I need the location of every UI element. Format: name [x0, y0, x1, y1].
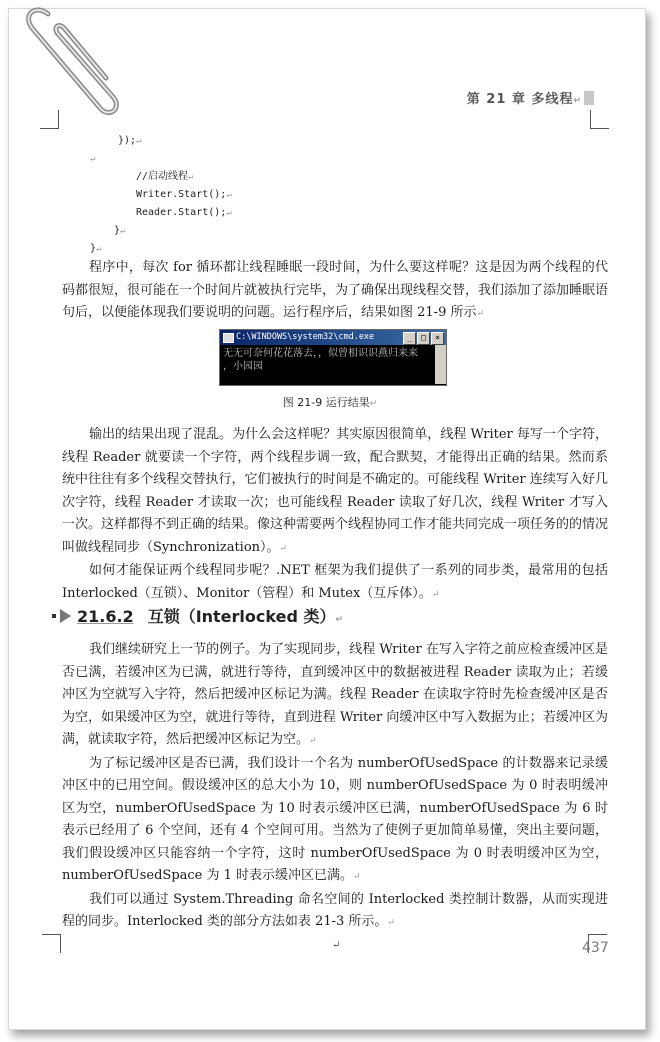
code-line: }: [90, 243, 97, 254]
code-line: //启动线程: [136, 171, 189, 182]
maximize-icon: □: [417, 332, 430, 345]
paragraph-1: 程序中，每次 for 循环都让线程睡眠一段时间，为什么要这样呢？这是因为两个线程的代码都很短，很可能在一个时间片就被执行完毕，为了确保出现线程交替，我们添加了添加睡眠语句后，以便能体现我们要说明的问题。运行程序后，结果如图 21-9 所示↵: [62, 260, 609, 320]
crop-mark-bottom-left: [42, 934, 61, 953]
paragraph-2: 输出的结果出现了混乱。为什么会这样呢？其实原因很简单，线程 Writer 每写一个字符，线程 Reader 就要读一个字符，两个线程步调一致，配合默契，才能得出正确的结果。然而系统中往往有多个线程交替执行，它们被执行的时间是不确定的。可能线程 Writer 连续写入好几次字符，线程 Reader 才读取一次；也可能线程 Reader 读取了好几次，线程 Writer 才写入一次。这样都得不到正确的结果。像这种需要两个线程协同工作才能共同完成一项任务的的情况叫做线程同步（Synchronization）。↵ 如何才能保证两个线程同步呢？.NET 框架为我们提供了一系列的同步类，最常用的包括 Interlocked（互锁）、Monitor（管程）和 Mutex（互斥体）。↵: [62, 427, 609, 601]
code-line: }: [114, 225, 121, 236]
paragraph-3: 如何才能保证两个线程同步呢？.NET 框架为我们提供了一系列的同步类，最常用的包括 Interlocked（互锁）、Monitor（管程）和 Mutex（互斥体）。: [62, 563, 608, 601]
crop-mark-top-right: [590, 110, 609, 129]
minimize-icon: _: [403, 332, 416, 345]
cmd-window: [219, 329, 447, 386]
header-block: [584, 91, 594, 105]
section-heading: 21.6.2 互锁（Interlocked 类）↵: [52, 604, 343, 627]
page-number: 437: [582, 940, 609, 956]
paragraph-5: 为了标记缓冲区是否已满，我们设计一个名为 numberOfUsedSpace 的计数器来记录缓冲区中的已用空间。假设缓冲区的总大小为 10，则 numberOfUsedSpace 为 0 时表明缓冲区为空，numberOfUsedSpace 为 10 时表示缓冲区已满，numberOfUsedSpace 为 6 时表示已经用了 6 个空间，还有 4 个空间可用。当然为了使例子更加简单易懂，突出主要问题，我们假设缓冲区只能容纳一个字符，这时 numberOfUsedSpace 为 0 时表明缓冲区为空，numberOfUsedSpace 为 1 时表示缓冲区已满。: [62, 755, 608, 883]
code-block: });↵ ↵ //启动线程↵ Writer.Start();↵ Reader.Start();↵ }↵ }↵: [90, 135, 232, 254]
section-title: 互锁（Interlocked 类）: [147, 607, 336, 626]
code-line: });: [118, 135, 137, 146]
cmd-output-line: ，小园园: [223, 361, 263, 372]
paragraph-4: 我们继续研究上一节的例子。为了实现同步，线程 Writer 在写入字符之前应检查缓冲区是否已满，若缓冲区为已满，就进行等待，直到缓冲区中的数据被进程 Reader 读取为止；若缓冲区为空就写入字符，然后把缓冲区标记为满。线程 Reader 在读取字符时先检查缓冲区是否为空，如果缓冲区为空，就进行等待，直到进程 Writer 向缓冲区中写入数据为止；若缓冲区为满，就读取字符，然后把缓冲区标记为空。↵ 为了标记缓冲区是否已满，我们设计一个名为 numberOfUsedSpace 的计数器来记录缓冲区中的已用空间。假设缓冲区的总大小为 10，则 numberOfUsedSpace 为 0 时表明缓冲区为空，numberOfUsedSpace 为 10 时表示缓冲区已满，numberOfUsedSpace 为 6 时表示已经用了 6 个空间，还有 4 个空间可用。当然为了使例子更加简单易懂，突出主要问题，我们假设缓冲区只能容纳一个字符，这时 numberOfUsedSpace 为 0 时表明缓冲区为空，numberOfUsedSpace 为 1 时表示缓冲区已满。↵ 我们可以通过 System.Threading 命名空间的 Interlocked 类控制计数器，从而实现进程的同步。Interlocked 类的部分方法如表 21-3 所示。↵: [62, 642, 608, 929]
crop-mark-top-left: [40, 110, 59, 129]
cmd-output: [220, 345, 446, 375]
figure-caption: 图 21-9 运行结果↵: [282, 396, 378, 409]
code-line: Writer.Start();: [136, 189, 227, 200]
chapter-title: 第 21 章 多线程: [466, 92, 574, 107]
cmd-titlebar: [220, 330, 446, 345]
cmd-output-line: 无无可奈何花花落去，，似曾相识识燕归来来: [223, 348, 418, 359]
return-mark-icon: ↵: [332, 940, 341, 951]
paragraph-6: 我们可以通过 System.Threading 命名空间的 Interlocked 类控制计数器，从而实现进程的同步。Interlocked 类的部分方法如表 21-3 所示。: [62, 891, 608, 929]
paperclip-icon: [18, 0, 128, 120]
cmd-title: C:\WINDOWS\system32\cmd.exe: [236, 332, 375, 342]
bullet-square-icon: [52, 614, 56, 618]
cmd-icon: [223, 333, 234, 343]
code-line: Reader.Start();: [136, 207, 227, 218]
close-icon: ×: [431, 332, 444, 345]
section-number: 21.6.2: [77, 607, 134, 626]
chapter-header: 第 21 章 多线程↵: [467, 88, 594, 107]
cmd-scrollbar: [435, 345, 446, 384]
triangle-icon: [60, 609, 71, 623]
